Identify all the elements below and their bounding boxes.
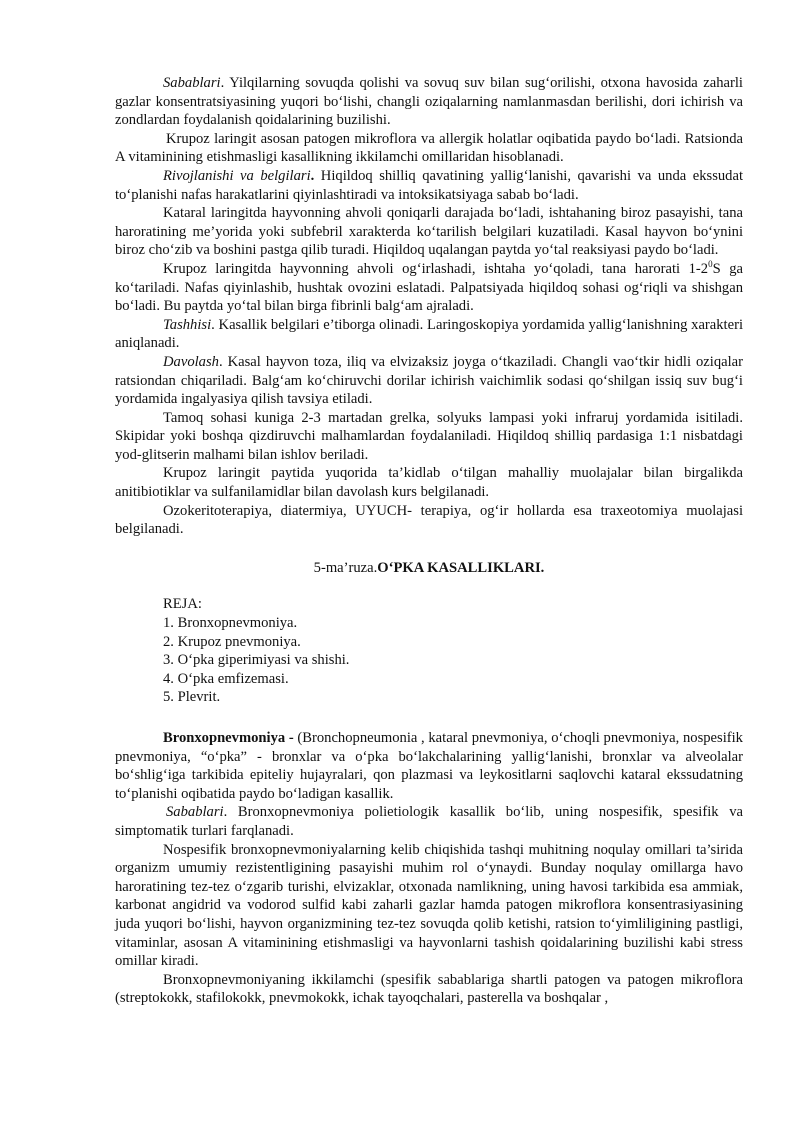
paragraph-diagnosis: Tashhisi. Kasallik belgilari e’tiborga olinadi. Laringoskopiya yordamida yallig‘lanishning xarakteri aniqlanadi.	[115, 316, 744, 352]
paragraph-lead: Davolash	[163, 353, 219, 370]
plan-item: 1. Bronxopnevmoniya.	[163, 615, 298, 632]
paragraph-lead: Sabablari	[166, 804, 224, 821]
paragraph-lead: Bronxopnevmoniya	[163, 730, 286, 746]
lecture-title: O‘PKA KASALLIKLARI.	[377, 559, 545, 576]
lecture-heading: 5-ma’ruza.O‘PKA KASALLIKLARI.	[313, 559, 545, 576]
paragraph-catarrhal-laryngitis: Kataral laringitda hayvonning ahvoli qoniqarli darajada bo‘ladi, ishtahaning biroz pasayishi, tana haroratining me’yorida yoki subfebril xarakterda ko‘tarilish belgilari kuzatiladi. Kasal hayvon bo‘ynini biroz cho‘zib va boshini pastga qilib turadi. Hiqildoq uqalangan paytda yo‘tal reaksiyasi paydo bo‘ladi.	[115, 205, 743, 259]
plan-item: 5. Plevrit.	[163, 689, 221, 706]
paragraph-lead: Tashhisi	[163, 316, 212, 333]
paragraph-development-signs: Rivojlanishi va belgilari. Hiqildoq shilliq qavatining yallig‘lanishi, qavarishi va unda ekssudat to‘planishi nafas harakatlarini qiyinlashtiradi va intoksikatsiyaga sabab bo‘ladi.	[115, 167, 743, 203]
paragraph-lead: Rivojlanishi va belgilari	[163, 167, 311, 184]
paragraph-nonspecific-factors: Nospesifik bronxopnevmoniyalarning kelib chiqishida tashqi muhitning noqulay omillari ta’sirida organizm umumiy rezistentligining pasayishi muhim rol o‘ynaydi. Bunday noqulay omillarga havo haroratining tez-tez o‘zgarib turishi, elvizaklar, otxonada namlikning, uning havosi tarkibida esa ammiak, karbonat angidrid va vodorod sulfid kabi zaharli gazlar hamda patogen mikroflora konsentrasiyasining juda yuqori bo‘lishi, hayvon organizmining tez-tez sovuqda qolib ketishi, ratsion to‘yimliligining pastligi, vitaminlar, asosan A vitaminining etishmasligi va hayvonlarni tashish qoidalarining buzilishi kabi stress omillar kiradi.	[115, 841, 743, 970]
plan-item: 3. O‘pka giperimiyasi va shishi.	[163, 652, 350, 669]
paragraph-croup-laryngitis: Krupoz laringitda hayvonning ahvoli og‘irlashadi, ishtaha yo‘qoladi, tana harorati $1-2^0S$ ga ko‘tariladi. Nafas qiyinlashib, hushtak ovozini eslatadi. Palpatsiyada hiqildoq sohasi og‘riqli va shishgan bo‘ladi. Bu paytda yo‘tal bilan birga fibrinli balg‘am ajraladi.	[115, 259, 743, 315]
paragraph-therapies: Ozokeritoterapiya, diatermiya, UYUCH- terapiya, og‘ir hollarda esa traxeotomiya muolajasi belgilanadi.	[115, 502, 743, 538]
spacer	[115, 707, 743, 729]
paragraph-secondary-causes: Bronxopnevmoniyaning ikkilamchi (spesifik sabablariga shartli patogen va patogen mikroflora (streptokokk, stafilokokk, pnevmokokk, ichak tayoqchalari, pasterella va boshqalar ,	[115, 971, 743, 1007]
paragraph-causes: Sabablari. Yilqilarning sovuqda qolishi va sovuq suv bilan sug‘orilishi, otxona havosida zaharli gazlar konsentratsiyasining yuqori bo‘lishi, changli oziqalarning namlanmasdan berilishi, dori ichirish va zondlardan foydalanish qoidalarining buzilishi.	[115, 75, 743, 129]
plan-item: 4. O‘pka emfizemasi.	[163, 670, 289, 687]
plan-item: 2. Krupoz pnevmoniya.	[163, 633, 301, 650]
paragraph-treatment: Davolash. Kasal hayvon toza, iliq va elvizaksiz joyga o‘tkaziladi. Changli vao‘tkir hidli oziqalar ratsiondan chiqariladi. Balg‘am ko‘chiruvchi dorilar ichirish vaichimlik sodasi qo‘shilgan issiq suv bug‘i yordamida ingalyasiya qilish tavsiya etiladi.	[115, 353, 743, 408]
paragraph-heating: Tamoq sohasi kuniga 2-3 martadan grelka, solyuks lampasi yoki infraruj yordamida isitiladi. Skipidar yoki boshqa qizdiruvchi malhamlardan foydalaniladi. Hiqildoq shilliq pardasiga 1:1 nisbatdagi yod-glitserin malhami bilan ishlov beriladi.	[115, 409, 743, 463]
lecture-plan	[163, 595, 743, 707]
paragraph-croup-laryngitis-causes: Krupoz laringit asosan patogen mikroflora va allergik holatlar oqibatida paydo bo‘ladi. Ratsionda A vitaminining etishmasligi kasallikning ikkilamchi omillaridan hisoblanadi.	[115, 130, 743, 166]
paragraph-antibiotics: Krupoz laringit paytida yuqorida ta’kidlab o‘tilgan mahalliy muolajalar bilan birgalikda anitibiotiklar va sulfanilamidlar bilan davolash kurs belgilanadi.	[115, 465, 743, 501]
paragraph-bronchopneumonia-definition: Bronxopnevmoniya - (Bronchopneumonia , kataral pnevmoniya, o‘choqli pnevmoniya, nospesifik pnevmoniya, “o‘pka” - bronxlar va o‘pka bo‘lakchalarining yallig‘lanishi, bronxlar va alveolalar bo‘shlig‘iga tarkibida epiteliy hujayralari, qon plazmasi va leykositlarni saqlovchi kataral ekssudatning to‘planishi oqibatida paydo bo‘ladigan kasallik.	[115, 730, 743, 802]
plan-label: REJA:	[163, 596, 202, 613]
paragraph-lead: Sabablari	[163, 75, 221, 91]
paragraph-bronchopneumonia-causes: Sabablari. Bronxopnevmoniya polietiologik kasallik bo‘lib, uning nospesifik, spesifik va simptomatik turlari farqlanadi.	[115, 804, 743, 839]
